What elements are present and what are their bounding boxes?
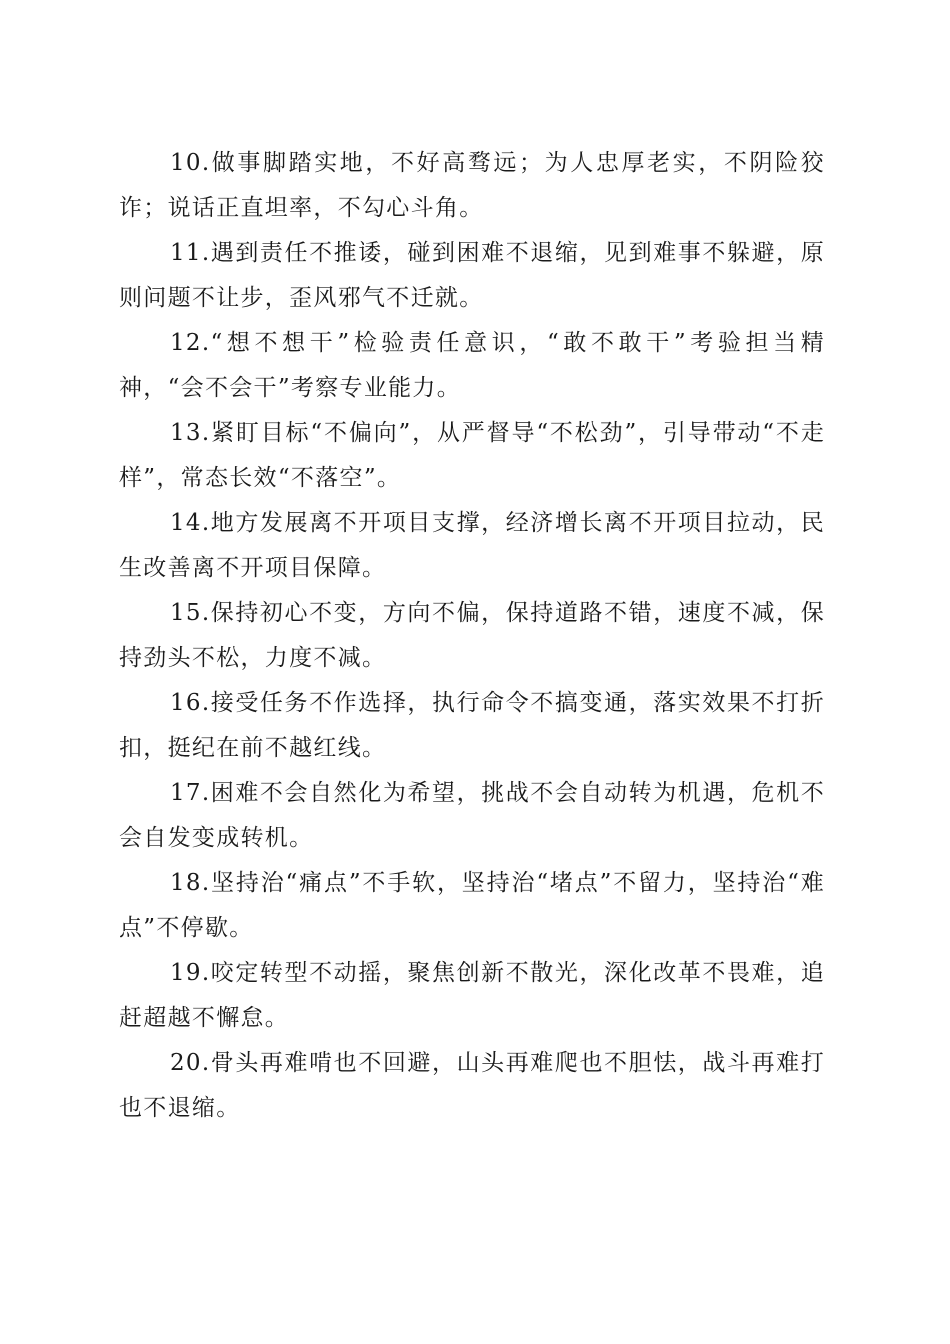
- paragraph-20: 20.骨头再难啃也不回避，山头再难爬也不胆怯，战斗再难打也不退缩。: [119, 1050, 825, 1121]
- paragraph-10: 10.做事脚踏实地，不好高骛远；为人忠厚老实，不阴险狡诈；说话正直坦率，不勾心斗角。: [119, 150, 825, 221]
- paragraph-17: 17.困难不会自然化为希望，挑战不会自动转为机遇，危机不会自发变成转机。: [119, 780, 825, 851]
- paragraph-18: 18.坚持治“痛点”不手软，坚持治“堵点”不留力，坚持治“难点”不停歇。: [119, 870, 825, 941]
- paragraph-16: 16.接受任务不作选择，执行命令不搞变通，落实效果不打折扣，挺纪在前不越红线。: [119, 690, 825, 761]
- paragraph-15: 15.保持初心不变，方向不偏，保持道路不错，速度不减，保持劲头不松，力度不减。: [119, 600, 825, 671]
- paragraph-14: 14.地方发展离不开项目支撑，经济增长离不开项目拉动，民生改善离不开项目保障。: [119, 510, 825, 581]
- paragraph-19: 19.咬定转型不动摇，聚焦创新不散光，深化改革不畏难，追赶超越不懈怠。: [119, 960, 825, 1031]
- paragraph-11: 11.遇到责任不推诿，碰到困难不退缩，见到难事不躲避，原则问题不让步，歪风邪气不迁就。: [119, 240, 825, 311]
- paragraph-12: 12.“想不想干”检验责任意识，“敢不敢干”考验担当精神，“会不会干”考察专业能力。: [119, 330, 825, 401]
- paragraph-13: 13.紧盯目标“不偏向”，从严督导“不松劲”，引导带动“不走样”，常态长效“不落空”。: [119, 420, 825, 491]
- document-body: [119, 141, 825, 1131]
